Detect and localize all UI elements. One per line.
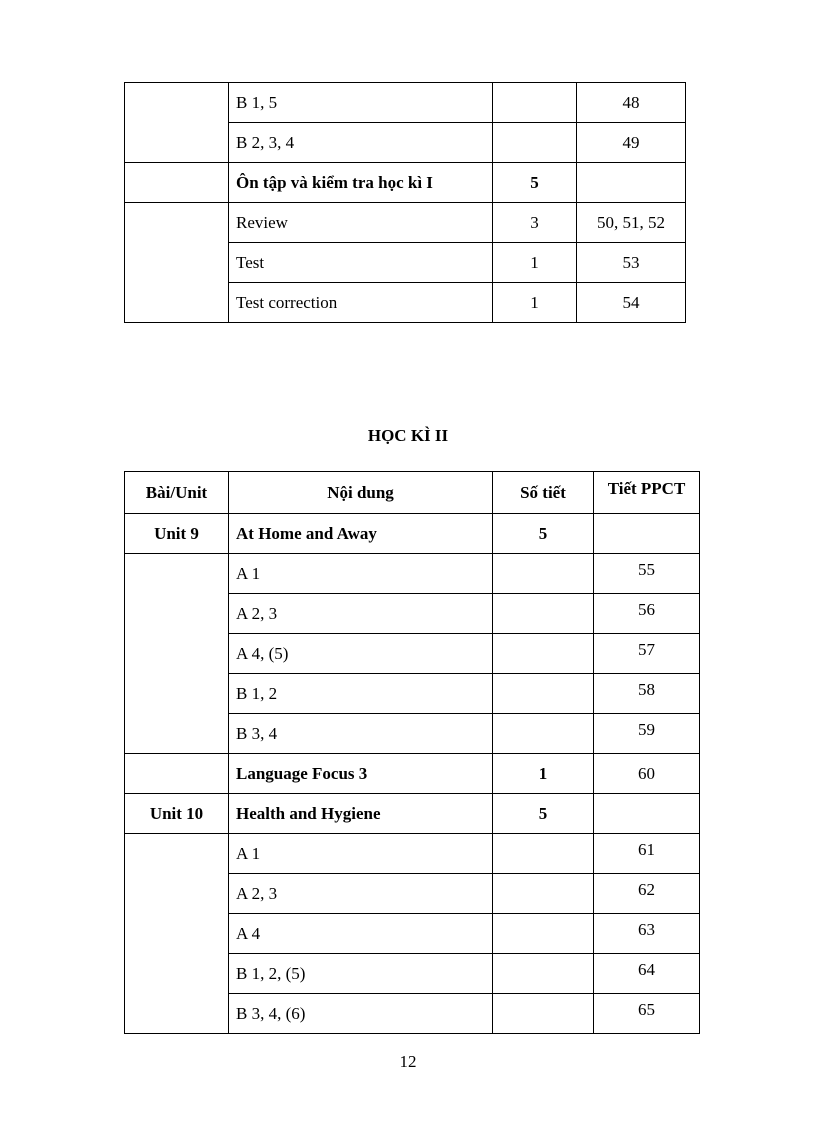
periods-cell	[493, 83, 577, 123]
periods-cell: 5	[493, 514, 594, 554]
ppct-cell: 60	[594, 754, 700, 794]
ppct-cell	[577, 163, 686, 203]
content-cell: Language Focus 3	[229, 754, 493, 794]
unit-cell: Unit 10	[125, 794, 229, 834]
periods-cell: 1	[493, 283, 577, 323]
header-periods: Số tiết	[493, 472, 594, 514]
content-cell: Test	[229, 243, 493, 283]
ppct-cell: 63	[594, 914, 700, 954]
ppct-cell: 61	[594, 834, 700, 874]
ppct-cell: 54	[577, 283, 686, 323]
content-cell: B 2, 3, 4	[229, 123, 493, 163]
unit-cell	[125, 834, 229, 1034]
table-row	[125, 514, 700, 554]
periods-cell	[493, 634, 594, 674]
header-content: Nội dung	[229, 472, 493, 514]
periods-cell: 1	[493, 243, 577, 283]
table-row	[125, 834, 700, 874]
table-header-row	[125, 472, 700, 514]
header-ppct: Tiết PPCT	[594, 472, 700, 514]
content-cell: A 2, 3	[229, 594, 493, 634]
content-cell: A 4, (5)	[229, 634, 493, 674]
content-cell: A 1	[229, 554, 493, 594]
periods-cell	[493, 954, 594, 994]
ppct-cell: 59	[594, 714, 700, 754]
table-row	[125, 794, 700, 834]
ppct-cell	[594, 794, 700, 834]
ppct-cell: 58	[594, 674, 700, 714]
ppct-cell: 55	[594, 554, 700, 594]
periods-cell	[493, 594, 594, 634]
table-row	[125, 83, 686, 123]
periods-cell	[493, 994, 594, 1034]
table-row	[125, 554, 700, 594]
page-number: 12	[399, 1052, 417, 1071]
content-cell: B 1, 2	[229, 674, 493, 714]
ppct-cell	[594, 514, 700, 554]
periods-cell	[493, 123, 577, 163]
periods-cell: 1	[493, 754, 594, 794]
unit-cell	[125, 754, 229, 794]
periods-cell	[493, 874, 594, 914]
ppct-cell: 53	[577, 243, 686, 283]
schedule-table-semester-1	[124, 82, 686, 323]
table-row	[125, 163, 686, 203]
ppct-cell: 48	[577, 83, 686, 123]
content-cell: A 1	[229, 834, 493, 874]
periods-cell: 5	[493, 163, 577, 203]
content-cell: B 1, 2, (5)	[229, 954, 493, 994]
periods-cell	[493, 714, 594, 754]
table-row	[125, 203, 686, 243]
header-unit: Bài/Unit	[125, 472, 229, 514]
unit-cell: Unit 9	[125, 514, 229, 554]
table-row	[125, 754, 700, 794]
periods-cell: 5	[493, 794, 594, 834]
content-cell: At Home and Away	[229, 514, 493, 554]
ppct-cell: 57	[594, 634, 700, 674]
periods-cell	[493, 834, 594, 874]
ppct-cell: 65	[594, 994, 700, 1034]
ppct-cell: 64	[594, 954, 700, 994]
periods-cell	[493, 914, 594, 954]
periods-cell	[493, 554, 594, 594]
section-heading: HỌC KÌ II	[367, 426, 449, 445]
content-cell: Test correction	[229, 283, 493, 323]
ppct-cell: 62	[594, 874, 700, 914]
periods-cell	[493, 674, 594, 714]
periods-cell: 3	[493, 203, 577, 243]
unit-cell	[125, 203, 229, 323]
unit-cell	[125, 163, 229, 203]
content-cell: B 3, 4, (6)	[229, 994, 493, 1034]
content-cell: A 2, 3	[229, 874, 493, 914]
content-cell: B 1, 5	[229, 83, 493, 123]
content-cell: Health and Hygiene	[229, 794, 493, 834]
ppct-cell: 49	[577, 123, 686, 163]
ppct-cell: 56	[594, 594, 700, 634]
unit-cell	[125, 554, 229, 754]
content-cell: Ôn tập và kiểm tra học kì I	[229, 163, 493, 203]
content-cell: Review	[229, 203, 493, 243]
unit-cell	[125, 83, 229, 163]
schedule-table-semester-2	[124, 471, 700, 1034]
content-cell: A 4	[229, 914, 493, 954]
ppct-cell: 50, 51, 52	[577, 203, 686, 243]
content-cell: B 3, 4	[229, 714, 493, 754]
